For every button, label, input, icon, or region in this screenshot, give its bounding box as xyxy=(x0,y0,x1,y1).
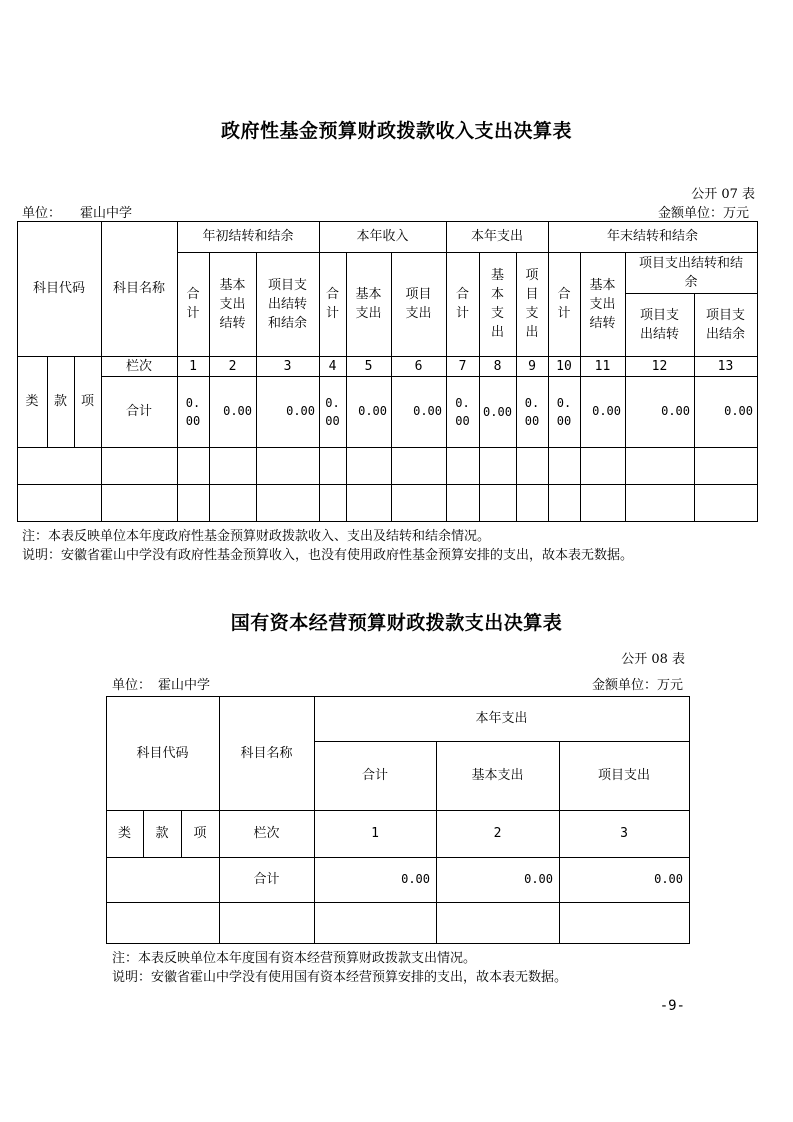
t1-sub-end-project-remain: 项目支出结余 xyxy=(705,307,745,342)
t1-sub-income-basic: 基本支出 xyxy=(355,287,382,321)
t1-sub-begin-basic: 基本支出结转 xyxy=(219,277,246,331)
table1-unit-label: 单位： xyxy=(22,206,62,221)
t2-header-subject-code: 科目代码 xyxy=(136,745,189,761)
t2-sub-total: 合计 xyxy=(361,768,388,783)
t1-total-value: 0.00 xyxy=(325,395,340,428)
t2-header-subject-name: 科目名称 xyxy=(240,745,293,761)
table1-form-no: 公开 07 表 xyxy=(691,187,755,202)
t2-total-label: 合计 xyxy=(253,872,280,887)
table2-note: 注：本表反映单位本年度国有资本经营预算财政拨款支出情况。 xyxy=(112,951,477,966)
t1-col-no: 3 xyxy=(283,358,292,374)
t1-header-group-begin: 年初结转和结余 xyxy=(202,229,294,244)
t1-total-value: 0.00 xyxy=(724,404,753,418)
table2-unit-name: 霍山中学 xyxy=(158,678,211,693)
t1-sub-end-total: 合计 xyxy=(557,287,571,321)
t1-total-value: 0.00 xyxy=(483,404,512,419)
t1-col-no: 4 xyxy=(328,358,337,374)
t1-sub-begin-project: 项目支出结转和结余 xyxy=(267,277,307,331)
table1-note: 注：本表反映单位本年度政府性基金预算财政拨款收入、支出及结转和结余情况。 xyxy=(22,529,491,544)
t2-total-value: 0.00 xyxy=(654,872,683,886)
t1-sub-begin-total: 合计 xyxy=(186,287,200,321)
t1-total-value: 0.00 xyxy=(413,404,442,418)
t1-sub-expense-basic: 基本支出 xyxy=(490,268,504,340)
t1-sub-income-total: 合计 xyxy=(325,287,339,321)
table2-unit-label: 单位： xyxy=(112,678,152,693)
t2-xiang: 项 xyxy=(193,826,207,841)
t1-row-no-label: 栏次 xyxy=(125,358,152,374)
table1-amount-unit: 金额单位：万元 xyxy=(657,206,749,221)
t1-col-no: 10 xyxy=(556,358,572,374)
table2-amount-unit: 金额单位：万元 xyxy=(591,678,683,693)
t1-sub-end-basic: 基本支出结转 xyxy=(589,277,616,331)
t2-header-group-expense: 本年支出 xyxy=(475,711,528,726)
t2-lei: 类 xyxy=(117,826,131,841)
t1-header-subject-code: 科目代码 xyxy=(32,281,85,296)
t1-total-value: 0.00 xyxy=(358,404,387,418)
t1-col-no: 8 xyxy=(493,358,502,374)
t1-col-no: 7 xyxy=(458,358,467,374)
t1-col-no: 6 xyxy=(414,358,423,374)
t1-kuan: 款 xyxy=(53,394,67,409)
t1-sub-end-project-carry: 项目支出结转 xyxy=(639,307,679,342)
t2-kuan: 款 xyxy=(155,826,169,841)
t2-col-no: 1 xyxy=(371,826,379,841)
table2-explain: 说明：安徽省霍山中学没有使用国有资本经营预算安排的支出，故本表无数据。 xyxy=(112,970,568,985)
t1-total-value: 0.00 xyxy=(185,395,201,428)
t1-col-no: 1 xyxy=(189,358,197,374)
t1-lei: 类 xyxy=(25,394,39,409)
t1-xiang: 项 xyxy=(80,394,94,409)
t1-header-subject-name: 科目名称 xyxy=(112,281,165,296)
t1-total-label: 合计 xyxy=(125,404,152,419)
t1-col-no: 13 xyxy=(717,358,734,374)
t1-sub-income-project: 项目支出 xyxy=(405,287,432,321)
t1-sub-end-project-group: 项目支出结转和结余 xyxy=(638,255,743,290)
table1-explain: 说明：安徽省霍山中学没有政府性基金预算收入，也没有使用政府性基金预算安排的支出，故本表无数据。 xyxy=(22,548,634,563)
t1-total-value: 0.00 xyxy=(455,395,470,428)
t1-total-value: 0.00 xyxy=(286,404,315,418)
t2-sub-project: 项目支出 xyxy=(597,768,650,783)
t1-total-value: 0.00 xyxy=(661,404,690,418)
t1-col-no: 9 xyxy=(528,358,536,374)
t1-sub-expense-total: 合计 xyxy=(455,287,469,321)
t1-total-value: 0.00 xyxy=(556,395,572,428)
t1-col-no: 11 xyxy=(594,358,611,374)
t1-header-group-expense: 本年支出 xyxy=(470,229,523,244)
t1-total-value: 0.00 xyxy=(592,404,621,418)
table1-title: 政府性基金预算财政拨款收入支出决算表 xyxy=(220,120,572,142)
t1-header-group-income: 本年收入 xyxy=(356,229,409,244)
page-number: -9- xyxy=(659,998,685,1014)
t2-col-no: 3 xyxy=(620,826,628,841)
t1-header-group-end: 年末结转和结余 xyxy=(606,229,698,244)
t2-sub-basic: 基本支出 xyxy=(471,768,524,783)
t2-total-value: 0.00 xyxy=(524,872,553,886)
table2-title: 国有资本经营预算财政拨款支出决算表 xyxy=(230,612,563,634)
t1-total-value: 0.00 xyxy=(524,395,540,428)
t2-col-no: 2 xyxy=(493,826,502,841)
t1-col-no: 5 xyxy=(364,358,373,374)
t2-row-no-label: 栏次 xyxy=(253,826,280,841)
t1-col-no: 2 xyxy=(228,358,237,374)
t2-total-value: 0.00 xyxy=(401,872,430,886)
table1-unit-name: 霍山中学 xyxy=(80,206,133,221)
table2-form-no: 公开 08 表 xyxy=(621,652,685,667)
t1-sub-expense-project: 项目支出 xyxy=(525,268,539,340)
t1-total-value: 0.00 xyxy=(223,404,252,418)
t1-col-no: 12 xyxy=(651,358,668,374)
